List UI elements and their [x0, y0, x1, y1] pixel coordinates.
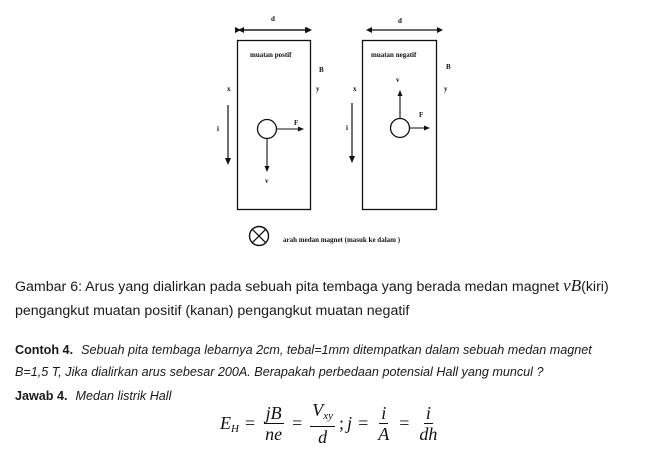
caption-line-2: pengangkut muatan positif (kanan) pengangkut muatan negatif [15, 303, 410, 319]
legend-text: arah medan magnet (masuk ke dalam ) [283, 236, 401, 244]
right-x-label: x [353, 85, 357, 93]
eq-equals-3: = [358, 413, 369, 433]
answer-block [15, 386, 171, 406]
figure-caption [15, 274, 660, 323]
eq-lhs: $E_H$ [220, 412, 239, 435]
left-y-label: y [316, 85, 320, 93]
example-label: Contoh 4. [15, 343, 74, 357]
left-x-label: x [227, 85, 231, 93]
hall-field-equation [220, 400, 441, 447]
right-width-label: d [398, 17, 402, 25]
left-force-label: F [294, 119, 299, 127]
example-text-line-2: B=1,5 T, Jika dialirkan arus sebesar 200A. Berapakah perbedaan potensial Hall yang muncul ? [15, 365, 544, 379]
right-field-label: B [446, 63, 451, 71]
eq-j: j [347, 413, 353, 433]
right-velocity-label: v [396, 76, 400, 84]
caption-line-1 [15, 274, 660, 299]
eq-equals-1: = [244, 413, 256, 433]
eq-fraction-vxy-d: $\frac{V_{xy}}{d}$ [312, 400, 334, 447]
right-panel-title: muatan negatif [371, 51, 417, 59]
eq-equals-4: = [399, 413, 410, 433]
left-field-label: B [319, 66, 324, 74]
example-block [15, 339, 660, 383]
example-line-1 [15, 339, 660, 361]
caption-suffix: (kiri) [581, 279, 609, 295]
eq-separator: ; [339, 413, 345, 433]
right-y-label: y [444, 85, 448, 93]
caption-prefix: Gambar 6: Arus yang dialirkan pada sebuah pita tembaga yang berada medan magnet [15, 279, 564, 295]
left-width-label: d [271, 15, 275, 23]
right-force-label: F [419, 111, 424, 119]
eq-equals-2: = [292, 413, 303, 433]
left-velocity-label: v [265, 177, 269, 185]
answer-text: Medan listrik Hall [75, 389, 172, 403]
left-panel-title: muatan postif [250, 51, 292, 59]
right-current-label: i [346, 124, 348, 132]
eq-fraction-i-a: $\frac{i}{A}$ [378, 403, 390, 444]
caption-math: vB [563, 276, 582, 295]
example-text-line-1: Sebuah pita tembaga lebarnya 2cm, tebal=1mm ditempatkan dalam sebuah medan magnet [81, 343, 592, 357]
answer-label: Jawab 4. [15, 389, 68, 403]
left-current-label: i [217, 125, 219, 133]
eq-fraction-jb-ne: $\frac{jB}{ne}$ [265, 403, 283, 444]
circle-cross-icon [250, 227, 269, 246]
eq-fraction-i-dh: $\frac{i}{dh}$ [419, 403, 438, 444]
